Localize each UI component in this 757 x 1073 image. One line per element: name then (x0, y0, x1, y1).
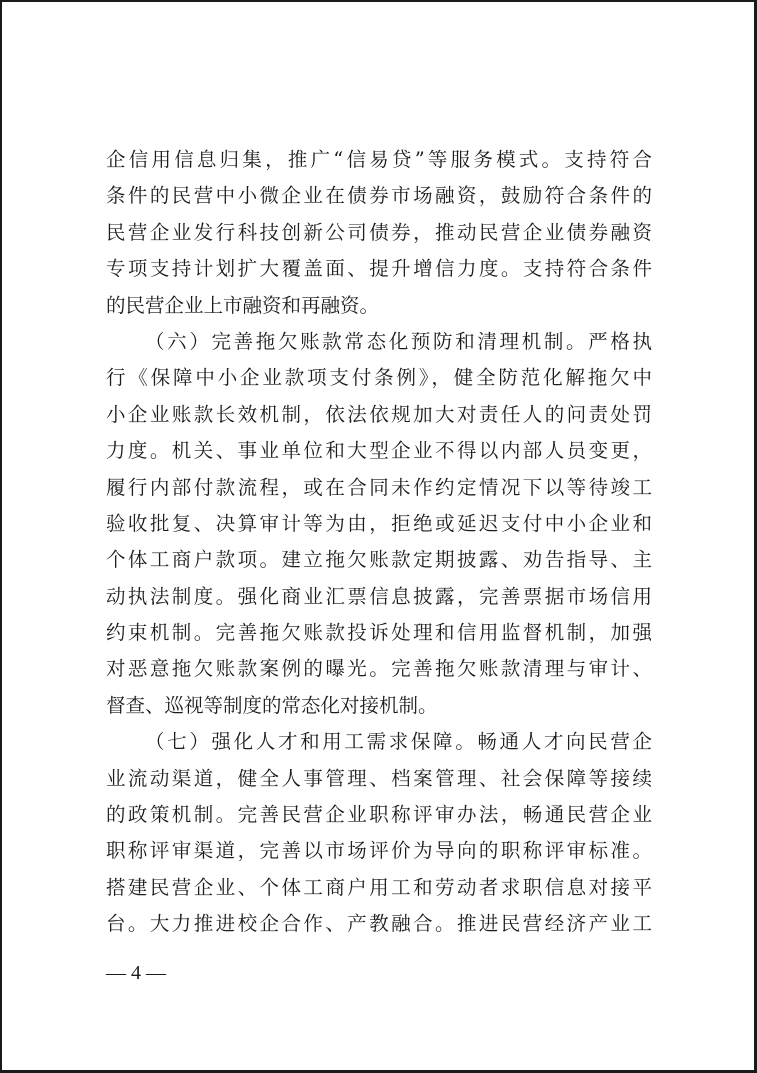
text-line: （六）完善拖欠账款常态化预防和清理机制。严格执 (145, 329, 652, 353)
text-line: 业流动渠道，健全人事管理、档案管理、社会保障等接续 (106, 766, 652, 790)
text-line: （七）强化人才和用工需求保障。畅通人才向民营企 (145, 730, 652, 754)
page-number: — 4 — (106, 962, 166, 984)
body-text (106, 142, 652, 943)
text-line: 验收批复、决算审计等为由，拒绝或延迟支付中小企业和 (106, 511, 652, 535)
text-line: 动执法制度。强化商业汇票信息披露，完善票据市场信用 (106, 584, 652, 608)
text-line: 约束机制。完善拖欠账款投诉处理和信用监督机制，加强 (106, 621, 652, 645)
text-line: 力度。机关、事业单位和大型企业不得以内部人员变更， (106, 439, 652, 463)
text-line: 民营企业发行科技创新公司债券，推动民营企业债券融资 (106, 220, 652, 244)
text-line: 企信用信息归集，推广“信易贷”等服务模式。支持符合 (106, 148, 652, 171)
text-line: 督查、巡视等制度的常态化对接机制。 (106, 693, 438, 717)
text-line: 的政策机制。完善民营企业职称评审办法，畅通民营企业 (106, 803, 652, 827)
text-line: 台。大力推进校企合作、产教融合。推进民营经济产业工 (106, 912, 652, 936)
text-line: 搭建民营企业、个体工商户用工和劳动者求职信息对接平 (106, 875, 652, 899)
text-line: 条件的民营中小微企业在债券市场融资，鼓励符合条件的 (106, 184, 652, 208)
text-line: 个体工商户款项。建立拖欠账款定期披露、劝告指导、主 (106, 548, 652, 572)
text-line: 的民营企业上市融资和再融资。 (106, 293, 380, 317)
text-line: 对恶意拖欠账款案例的曝光。完善拖欠账款清理与审计、 (106, 657, 652, 681)
text-line: 专项支持计划扩大覆盖面、提升增信力度。支持符合条件 (106, 257, 652, 281)
text-line: 履行内部付款流程，或在合同未作约定情况下以等待竣工 (106, 475, 652, 499)
text-line: 职称评审渠道，完善以市场评价为导向的职称评审标准。 (106, 839, 652, 863)
text-line: 行《保障中小企业款项支付条例》，健全防范化解拖欠中 (106, 366, 652, 390)
text-line: 小企业账款长效机制，依法依规加大对责任人的问责处罚 (106, 402, 652, 426)
